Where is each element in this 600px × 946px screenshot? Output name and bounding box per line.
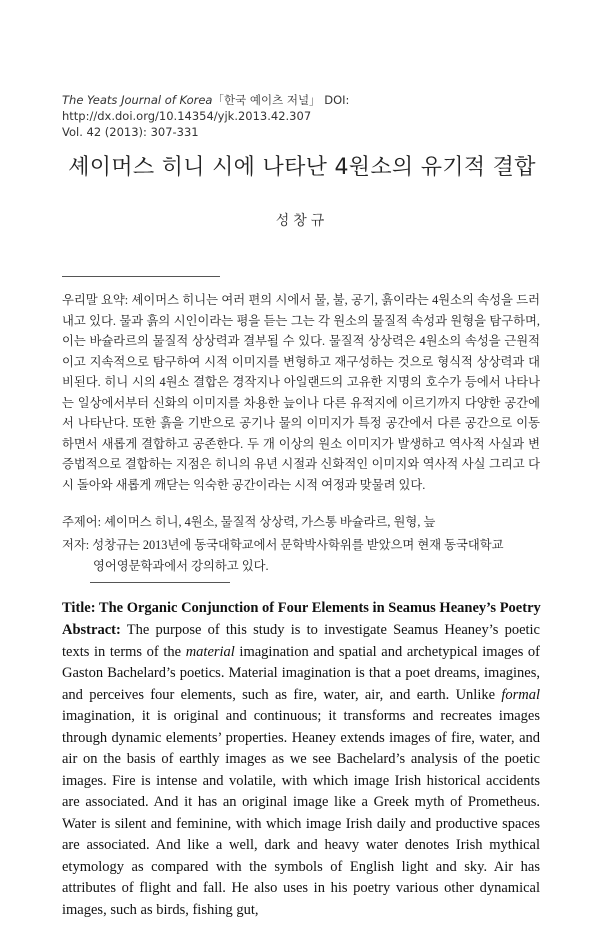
page-title: 셰이머스 히니 시에 나타난 4원소의 유기적 결합 — [68, 155, 536, 180]
english-abstract — [62, 620, 540, 921]
volume-info: Vol. 42 (2013): 307-331 — [62, 125, 199, 139]
bio-line-1: 성창규는 2013년에 동국대학교에서 문학박사학위를 받았으며 현재 동국대학교 — [89, 538, 504, 552]
keywords-text: 셰이머스 히니, 4원소, 물질적 상상력, 가스통 바슐라르, 원형, 늪 — [101, 515, 436, 529]
doi-link[interactable]: DOI: http://dx.doi.org/10.14354/yjk.2013.42.307 — [62, 93, 350, 123]
english-abstract-part-2: imagination and spatial and archetypical images of Gaston Bachelard’s poetics. Material imagination is that a poet dreams, imagines, and perceives four elements, such as fire, water, air, and earth. Unlike — [62, 643, 541, 703]
english-abstract-label: Abstract: — [62, 622, 121, 638]
divider — [62, 276, 220, 277]
journal-name: The Yeats Journal of Korea — [62, 93, 213, 107]
english-abstract-emphasis-1: material — [185, 643, 235, 660]
citation-line — [62, 92, 562, 124]
english-abstract-part-1: The purpose of this study is to investigate Seamus Heaney’s poetic texts in terms of the — [62, 622, 540, 660]
journal-name-korean: 「한국 예이츠 저널」 — [212, 93, 321, 107]
english-abstract-part-3: imagination, it is original and continuous; it transforms and recreates images through dynamic elements’ properties. Heaney extends images of fire, water, and air on the basis of earthly images as we see Bachelard’s analysis of the poetic images. Fire is intense and volatile, with which image Irish historical accidents are associated. And it has an original image like a Greek myth of Prometheus. Water is silent and feminine, with which image Irish daily and productive spaces are associated. And like a well, dark and heavy water denotes Irish mythical etymology as compared with the symbols of English light and sky. Air has attributes of flight and fall. He also uses in his poetry various other dynamical images, such as birds, fishing gut, — [62, 708, 540, 918]
bio-line-2: 영어영문학과에서 강의하고 있다. — [93, 558, 269, 573]
korean-abstract-label: 우리말 요약: — [62, 293, 129, 307]
korean-abstract-text: 셰이머스 히니는 여러 편의 시에서 물, 불, 공기, 흙이라는 4원소의 속성을 드러내고 있다. 물과 흙의 시인이라는 평을 듣는 그는 각 원소의 물질적 속성과 원형을 탐구하며, 이는 바슐라르의 물질적 상상력과 결부될 수 있다. 물질적 상상력은 4원소의 속성을 근원적이고 지속적으로 탐구하여 시적 이미지를 변형하고 재구성하는 것으로 형식적 상상력과 대비된다. 히니 시의 4원소 결합은 경작지나 아일랜드의 고유한 지명의 호수가 등에서 나타나는 일상에서부터 신화의 이미지를 차용한 늪이나 다른 유적지에 이르기까지 다양한 공간에서 나타난다. 또한 흙을 기반으로 공기나 물의 이미지가 특정 공간에서 다른 공간으로 이동하면서 새롭게 결합하고 공존한다. 두 개 이상의 원소 이미지가 발생하고 역사적 사실과 변증법적으로 결합하는 지점은 히니의 유년 시절과 신화적인 이미지와 역사적 사실 그리고 다시 돌아와 새롭게 깨닫는 익숙한 공간이라는 시적 여정과 맞물려 있다. — [62, 293, 540, 492]
keywords-label: 주제어: — [62, 515, 102, 529]
author-bio — [62, 535, 540, 576]
english-abstract-emphasis-2: formal — [501, 686, 540, 703]
author-name: 성창규 — [275, 214, 329, 229]
korean-abstract — [62, 290, 540, 495]
bio-label: 저자: — [62, 538, 90, 552]
journal-header — [62, 92, 562, 140]
keywords — [62, 512, 540, 533]
divider — [90, 582, 230, 583]
english-title: Title: The Organic Conjunction of Four Elements in Seamus Heaney’s Poetry — [62, 600, 541, 616]
